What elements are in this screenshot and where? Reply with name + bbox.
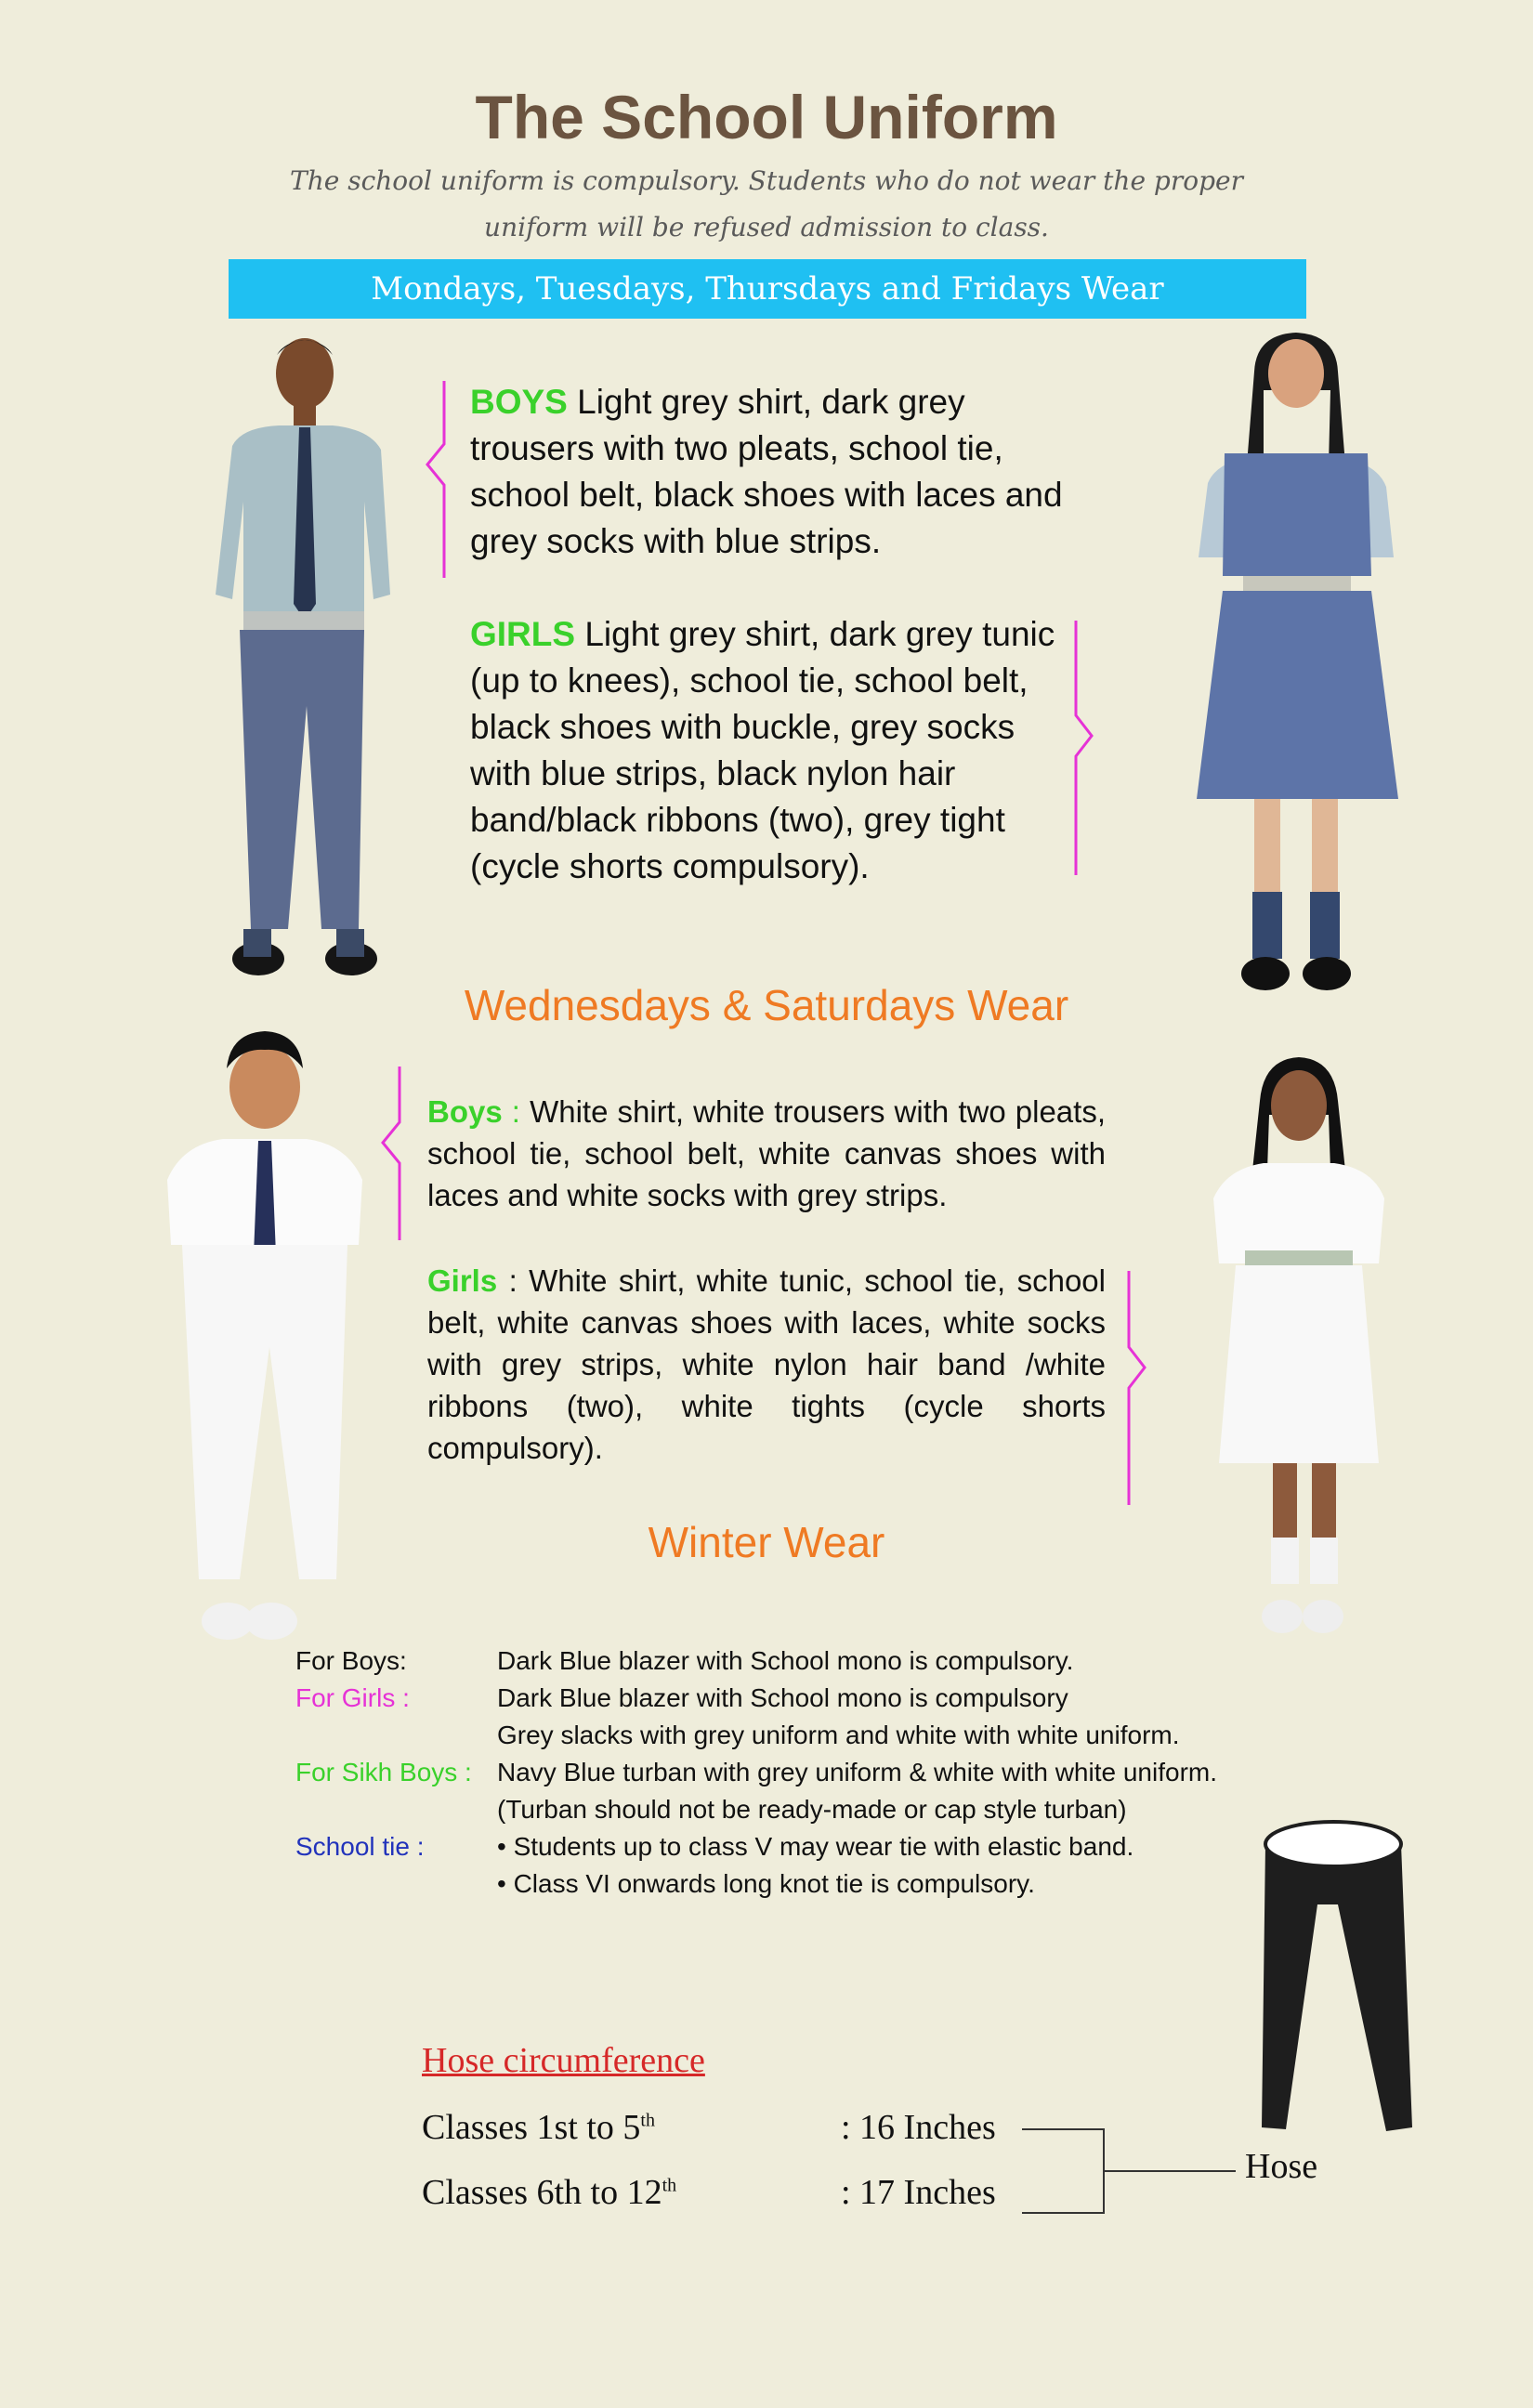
wed-boys-label: Boys xyxy=(427,1094,503,1129)
hose-row-2-value: : 17 Inches xyxy=(841,2173,996,2212)
page-title: The School Uniform xyxy=(475,83,1058,151)
wed-sat-heading: Wednesdays & Saturdays Wear xyxy=(464,981,1069,1029)
bracket-boys-weekday xyxy=(427,381,444,578)
page-subtitle: The school uniform is compulsory. Students who do not wear the proper uniform will be refused admission to class. xyxy=(290,165,1243,242)
hose-row-1-label-text: Classes 1st to 5 xyxy=(422,2108,641,2147)
boy-grey-uniform-figure xyxy=(216,338,390,975)
winter-value-girls: Dark Blue blazer with School mono is compulsory xyxy=(497,1683,1068,1712)
winter-value-sikh-2: (Turban should not be ready-made or cap style turban) xyxy=(497,1795,1127,1824)
weekday-boys-description xyxy=(470,379,1065,565)
winter-heading: Winter Wear xyxy=(648,1518,885,1566)
bracket-girls-weekday xyxy=(1076,621,1092,875)
hose-row-1-value: : 16 Inches xyxy=(841,2108,996,2147)
winter-value-boys: Dark Blue blazer with School mono is compulsory. xyxy=(497,1646,1074,1675)
weekday-banner: Mondays, Tuesdays, Thursdays and Fridays Wear xyxy=(229,259,1306,319)
hose-row-1-label xyxy=(422,2107,655,2148)
girl-grey-uniform-figure xyxy=(1197,333,1398,990)
winter-value-tie: • Students up to class V may wear tie with elastic band. xyxy=(497,1832,1134,1861)
winter-table xyxy=(0,1642,1533,1912)
hose-connector xyxy=(1022,2129,1236,2213)
winter-label-boys: For Boys: xyxy=(295,1646,407,1675)
hose-label: Hose xyxy=(1245,2147,1318,2186)
winter-label-girls: For Girls : xyxy=(295,1683,410,1712)
hose-row-2-label xyxy=(422,2172,676,2213)
hose-heading: Hose circumference xyxy=(422,2041,705,2080)
wed-girls-text: White shirt, white tunic, school tie, school belt, white canvas shoes with laces, white socks with grey strips, white nylon hair band /white ribbons (two), white tights (cycle shorts compulsory). xyxy=(427,1263,1106,1465)
weekday-boys-text: Light grey shirt, dark grey trousers with two pleats, school tie, school belt, black shoes with laces and grey socks with blue strips. xyxy=(470,383,1063,560)
hose-row-2-label-text: Classes 6th to 12 xyxy=(422,2173,662,2212)
winter-value-tie-2: • Class VI onwards long knot tie is compulsory. xyxy=(497,1869,1035,1898)
wed-girls-label: Girls xyxy=(427,1263,498,1298)
weekday-girls-text: Light grey shirt, dark grey tunic (up to knees), school tie, school belt, black shoes with buckle, grey socks with blue strips, black nylon hair band/black ribbons (two), grey tight (cycle shorts compulsory). xyxy=(470,615,1055,885)
weekday-boys-label: BOYS xyxy=(470,383,568,421)
wed-boys-sep: : xyxy=(502,1094,531,1129)
hose-row-1-sup: th xyxy=(640,2110,655,2131)
bracket-boys-wed xyxy=(383,1067,400,1240)
hose-row-2-sup: th xyxy=(662,2175,677,2196)
wed-boys-text: White shirt, white trousers with two pleats, school tie, school belt, white canvas shoes with laces and white socks with grey strips. xyxy=(427,1094,1106,1212)
wed-girls-sep: : xyxy=(497,1263,530,1298)
winter-value-girls-2: Grey slacks with grey uniform and white with white uniform. xyxy=(497,1721,1180,1749)
wed-boys-description xyxy=(427,1091,1106,1216)
wed-girls-description xyxy=(427,1260,1106,1469)
bracket-girls-wed xyxy=(1129,1271,1145,1505)
winter-label-sikh: For Sikh Boys : xyxy=(295,1758,472,1786)
weekday-girls-description xyxy=(470,611,1065,890)
winter-label-tie: School tie : xyxy=(295,1832,425,1861)
weekday-girls-label: GIRLS xyxy=(470,615,576,653)
winter-value-sikh: Navy Blue turban with grey uniform & white with white uniform. xyxy=(497,1758,1217,1786)
